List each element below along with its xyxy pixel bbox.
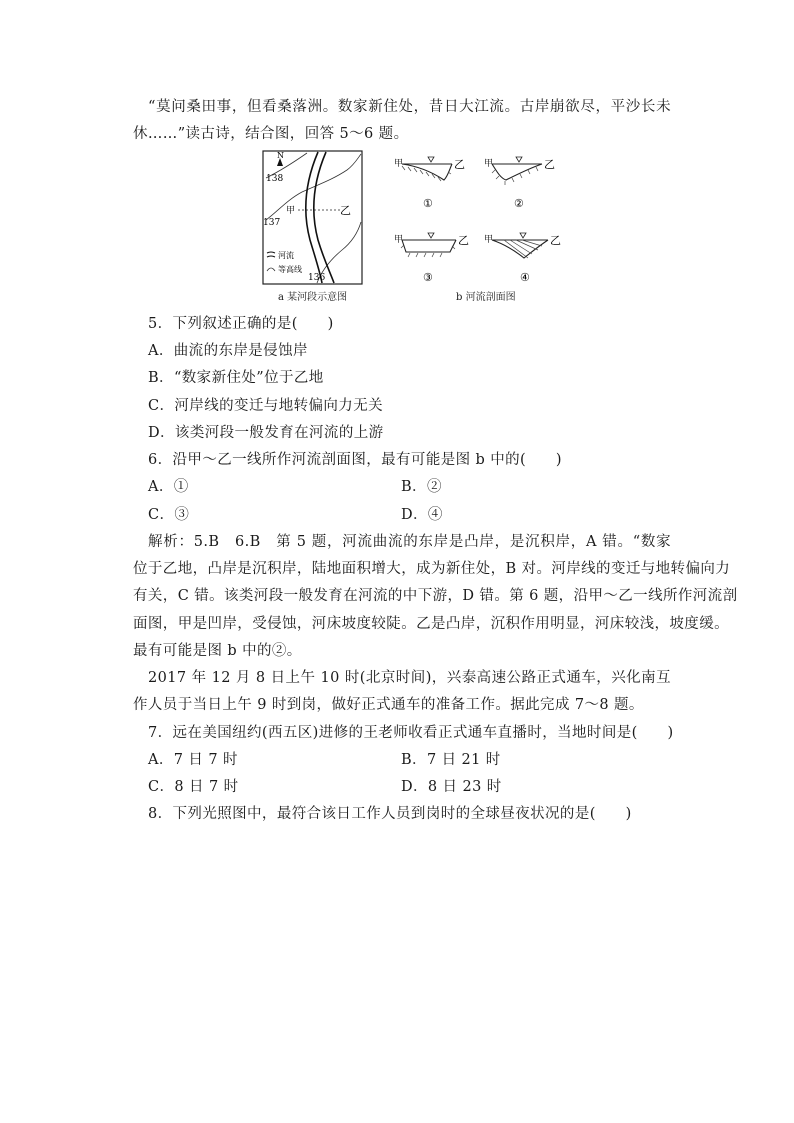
profile-2-number: ② bbox=[514, 197, 524, 210]
q6-option-d: D．④ bbox=[401, 507, 443, 523]
contour-136-label: 136 bbox=[308, 273, 326, 283]
legend-river-label: 河流 bbox=[278, 251, 294, 260]
profile-2-right: 乙 bbox=[544, 158, 555, 171]
water-level-icon bbox=[516, 157, 522, 162]
profile-2-left: 甲 bbox=[484, 159, 494, 169]
analysis-line-4: 面图，甲是凹岸，受侵蚀，河床坡度较陡。乙是凸岸，沉积作用明显，河床较浅，坡度缓。 bbox=[133, 616, 729, 632]
contour-138-label: 138 bbox=[266, 174, 284, 184]
figure-a-river-map bbox=[262, 150, 366, 302]
map-label-yi: 乙 bbox=[340, 204, 351, 217]
q7-option-c: C．8 日 7 时 bbox=[148, 779, 239, 795]
contour-137-label: 137 bbox=[263, 218, 281, 228]
analysis-line-5: 最有可能是图 b 中的②。 bbox=[133, 643, 302, 659]
profile-4 bbox=[492, 233, 548, 258]
profile-4-right: 乙 bbox=[550, 234, 561, 247]
water-level-icon bbox=[428, 157, 434, 162]
water-level-icon bbox=[428, 233, 434, 238]
profile-1-number: ① bbox=[423, 197, 433, 210]
profile-4-number: ④ bbox=[520, 271, 530, 284]
figure-b-caption: b 河流剖面图 bbox=[456, 292, 516, 303]
profile-1-left: 甲 bbox=[394, 159, 404, 169]
map-label-jia: 甲 bbox=[286, 206, 296, 216]
figure-b-profiles bbox=[392, 150, 568, 302]
analysis-line-1: 解析：5.B 6.B 第 5 题，河流曲流的东岸是凸岸，是沉积岸，A 错。“数家 bbox=[148, 534, 671, 550]
water-level-icon bbox=[520, 233, 526, 238]
profile-3-right: 乙 bbox=[458, 234, 469, 247]
intro-line-1: “莫问桑田事，但看桑落洲。数家新住处，昔日大江流。古岸崩欲尽，平沙长未 bbox=[148, 99, 671, 115]
analysis-line-2: 位于乙地，凸岸是沉积岸，陆地面积增大，成为新住处，B 对。河岸线的变迁与地转偏向力 bbox=[133, 561, 731, 577]
legend-contour-label: 等高线 bbox=[278, 265, 302, 274]
profile-4-left: 甲 bbox=[484, 235, 494, 245]
q6-option-a: A．① bbox=[148, 479, 189, 495]
q5-stem: 5．下列叙述正确的是( ) bbox=[148, 316, 334, 332]
profile-1 bbox=[402, 157, 452, 181]
q6-stem: 6．沿甲～乙一线所作河流剖面图，最有可能是图 b 中的( ) bbox=[148, 452, 562, 468]
analysis-line-3: 有关，C 错。该类河段一般发育在河流的中下游，D 错。第 6 题，沿甲～乙一线所作河流剖 bbox=[133, 588, 738, 604]
north-label: N bbox=[277, 151, 284, 160]
profile-2 bbox=[492, 157, 542, 185]
profile-1-right: 乙 bbox=[454, 158, 465, 171]
q7-option-a: A．7 日 7 时 bbox=[148, 752, 238, 768]
q5-option-a: A．曲流的东岸是侵蚀岸 bbox=[148, 343, 308, 359]
q7-option-b: B．7 日 21 时 bbox=[401, 752, 501, 768]
q7-option-d: D．8 日 23 时 bbox=[401, 779, 502, 795]
q6-option-c: C．③ bbox=[148, 507, 190, 523]
q5-option-b: B．“数家新住处”位于乙地 bbox=[148, 370, 324, 386]
q7-stem: 7．远在美国纽约(西五区)进修的王老师收看正式通车直播时，当地时间是( ) bbox=[148, 725, 674, 741]
figure-a-caption: a 某河段示意图 bbox=[278, 292, 348, 303]
passage2-line-1: 2017 年 12 月 8 日上午 10 时(北京时间)，兴泰高速公路正式通车，兴化南互 bbox=[148, 670, 671, 686]
passage2-line-2: 作人员于当日上午 9 时到岗，做好正式通车的准备工作。据此完成 7～8 题。 bbox=[133, 697, 644, 713]
intro-line-2: 休……”读古诗，结合图，回答 5～6 题。 bbox=[133, 126, 409, 142]
profile-3 bbox=[401, 233, 456, 257]
profile-3-left: 甲 bbox=[394, 235, 404, 245]
q6-option-b: B．② bbox=[401, 479, 442, 495]
q5-option-c: C．河岸线的变迁与地转偏向力无关 bbox=[148, 398, 383, 414]
q8-stem: 8．下列光照图中，最符合该日工作人员到岗时的全球昼夜状况的是( ) bbox=[148, 806, 632, 822]
profile-3-number: ③ bbox=[423, 271, 433, 284]
q5-option-d: D．该类河段一般发育在河流的上游 bbox=[148, 425, 384, 441]
